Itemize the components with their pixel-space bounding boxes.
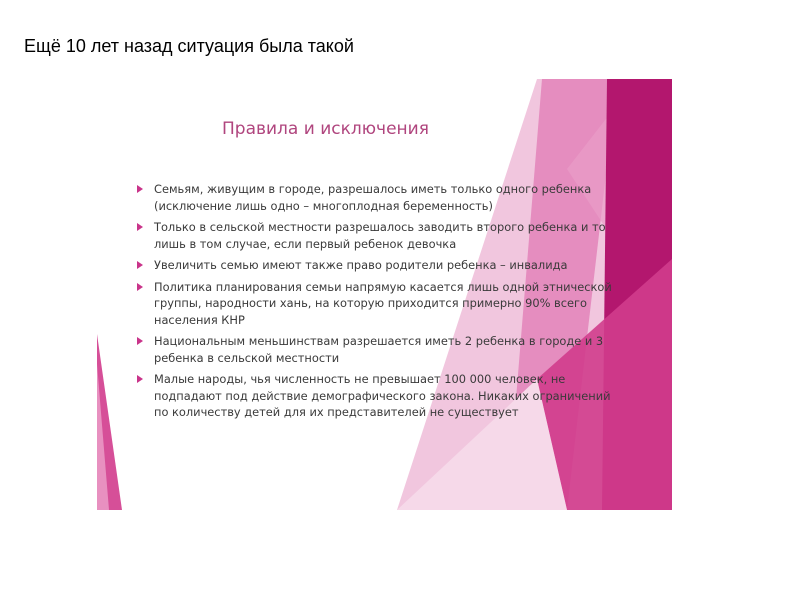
bullet-text: Малые народы, чья численность не превышает 100 000 человек, не подпадают под действие демографического закона. Никаких ограничений по количеству детей для их представителей не существует [154,372,611,419]
triangle-bullet-icon [137,337,143,345]
list-item [137,257,627,274]
triangle-bullet-icon [137,223,143,231]
triangle-bullet-icon [137,375,143,383]
list-item [137,219,627,252]
slide-title: Правила и исключения [222,119,429,139]
list-item [137,371,627,421]
list-item [137,333,627,366]
triangle-bullet-icon [137,283,143,291]
bullet-text: Увеличить семью имеют также право родители ребенка – инвалида [154,258,568,272]
triangle-bullet-icon [137,185,143,193]
bullet-text: Семьям, живущим в городе, разрешалось иметь только одного ребенка (исключение лишь одно – многоплодная беременность) [154,182,592,213]
list-item [137,279,627,329]
triangle-bullet-icon [137,261,143,269]
bullet-text: Национальным меньшинствам разрешается иметь 2 ребенка в городе и 3 ребенка в сельской местности [154,334,604,365]
page-heading: Ещё 10 лет назад ситуация была такой [24,36,354,56]
bullet-text: Политика планирования семьи напрямую касается лишь одной этнической группы, народности хань, на которую приходится примерно 90% всего населения КНР [154,279,612,327]
slide-image [97,79,672,510]
bullet-text: Только в сельской местности разрешалось заводить второго ребенка и то лишь в том случае, если первый ребенок девочка [154,220,606,251]
bullet-list [137,181,627,426]
list-item [137,181,627,214]
